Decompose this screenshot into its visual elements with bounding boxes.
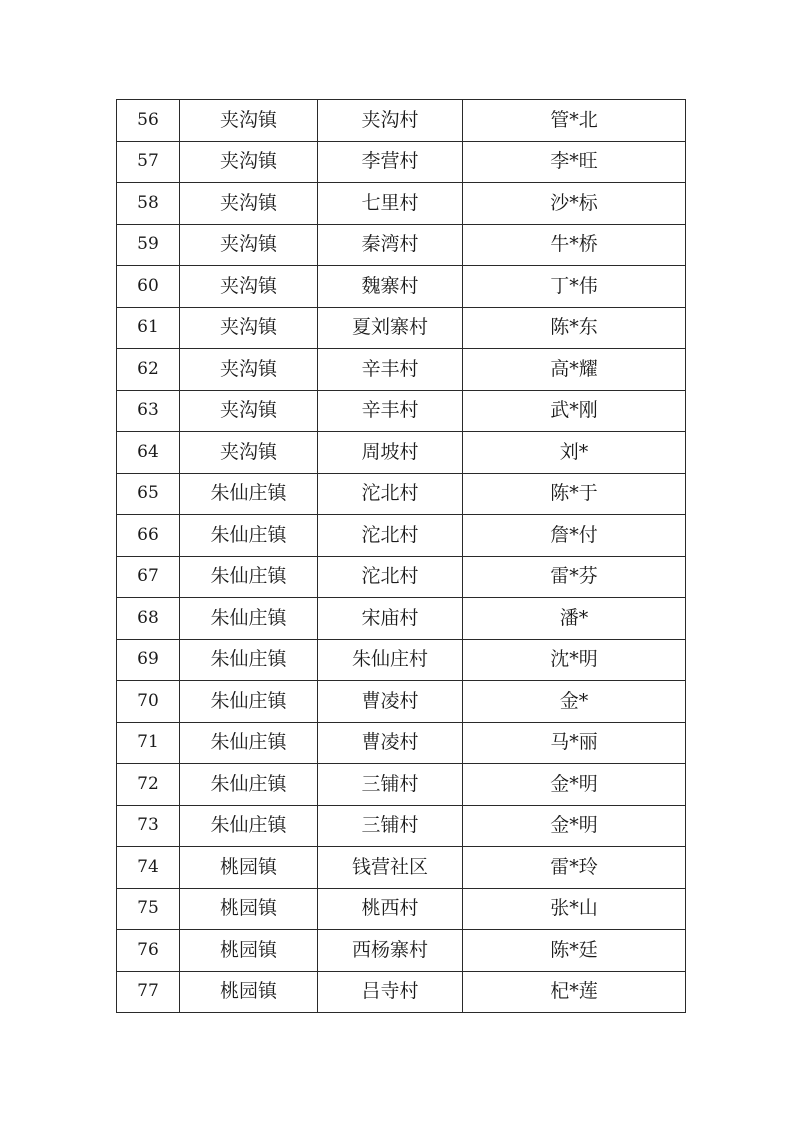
town-cell: 朱仙庄镇 [180, 805, 318, 847]
table-row [117, 183, 686, 225]
town-cell: 朱仙庄镇 [180, 681, 318, 723]
town-cell: 桃园镇 [180, 847, 318, 889]
village-cell: 辛丰村 [318, 390, 463, 432]
row-number-cell: 68 [117, 598, 180, 640]
row-number-cell: 74 [117, 847, 180, 889]
village-cell: 三铺村 [318, 764, 463, 806]
person-name-cell: 陈*廷 [463, 930, 686, 972]
village-cell: 曹凌村 [318, 722, 463, 764]
table-row [117, 100, 686, 142]
table-row [117, 805, 686, 847]
row-number-cell: 60 [117, 266, 180, 308]
row-number-cell: 57 [117, 141, 180, 183]
person-name-cell: 潘* [463, 598, 686, 640]
table-row [117, 515, 686, 557]
person-name-cell: 管*北 [463, 100, 686, 142]
table-row [117, 722, 686, 764]
village-cell: 秦湾村 [318, 224, 463, 266]
village-cell: 沱北村 [318, 556, 463, 598]
table-row [117, 681, 686, 723]
person-name-cell: 陈*于 [463, 473, 686, 515]
town-cell: 朱仙庄镇 [180, 598, 318, 640]
person-name-cell: 张*山 [463, 888, 686, 930]
town-cell: 夹沟镇 [180, 266, 318, 308]
town-cell: 朱仙庄镇 [180, 764, 318, 806]
row-number-cell: 61 [117, 307, 180, 349]
table-row [117, 349, 686, 391]
person-name-cell: 高*耀 [463, 349, 686, 391]
row-number-cell: 59 [117, 224, 180, 266]
table-row [117, 473, 686, 515]
row-number-cell: 70 [117, 681, 180, 723]
table-row [117, 390, 686, 432]
town-cell: 夹沟镇 [180, 100, 318, 142]
person-name-cell: 丁*伟 [463, 266, 686, 308]
roster-table-body [117, 100, 686, 1013]
person-name-cell: 陈*东 [463, 307, 686, 349]
town-cell: 朱仙庄镇 [180, 473, 318, 515]
town-cell: 夹沟镇 [180, 390, 318, 432]
village-cell: 李营村 [318, 141, 463, 183]
table-row [117, 639, 686, 681]
person-name-cell: 刘* [463, 432, 686, 474]
town-cell: 夹沟镇 [180, 307, 318, 349]
town-cell: 朱仙庄镇 [180, 639, 318, 681]
table-row [117, 141, 686, 183]
town-cell: 夹沟镇 [180, 141, 318, 183]
village-cell: 沱北村 [318, 515, 463, 557]
row-number-cell: 58 [117, 183, 180, 225]
table-row [117, 971, 686, 1013]
table-row [117, 556, 686, 598]
table-row [117, 764, 686, 806]
village-cell: 夏刘寨村 [318, 307, 463, 349]
village-cell: 周坡村 [318, 432, 463, 474]
person-name-cell: 武*刚 [463, 390, 686, 432]
row-number-cell: 73 [117, 805, 180, 847]
table-row [117, 598, 686, 640]
person-name-cell: 沈*明 [463, 639, 686, 681]
row-number-cell: 66 [117, 515, 180, 557]
town-cell: 夹沟镇 [180, 183, 318, 225]
row-number-cell: 71 [117, 722, 180, 764]
village-cell: 魏寨村 [318, 266, 463, 308]
town-cell: 桃园镇 [180, 930, 318, 972]
table-row [117, 888, 686, 930]
person-name-cell: 马*丽 [463, 722, 686, 764]
table-row [117, 266, 686, 308]
village-cell: 沱北村 [318, 473, 463, 515]
row-number-cell: 72 [117, 764, 180, 806]
town-cell: 夹沟镇 [180, 432, 318, 474]
village-cell: 朱仙庄村 [318, 639, 463, 681]
village-cell: 曹凌村 [318, 681, 463, 723]
person-name-cell: 金*明 [463, 764, 686, 806]
row-number-cell: 65 [117, 473, 180, 515]
roster-table-wrapper [116, 99, 685, 1013]
person-name-cell: 李*旺 [463, 141, 686, 183]
row-number-cell: 76 [117, 930, 180, 972]
village-cell: 桃西村 [318, 888, 463, 930]
person-name-cell: 金* [463, 681, 686, 723]
row-number-cell: 64 [117, 432, 180, 474]
village-cell: 西杨寨村 [318, 930, 463, 972]
village-cell: 宋庙村 [318, 598, 463, 640]
row-number-cell: 69 [117, 639, 180, 681]
village-cell: 七里村 [318, 183, 463, 225]
row-number-cell: 67 [117, 556, 180, 598]
town-cell: 朱仙庄镇 [180, 722, 318, 764]
village-cell: 吕寺村 [318, 971, 463, 1013]
person-name-cell: 沙*标 [463, 183, 686, 225]
town-cell: 朱仙庄镇 [180, 515, 318, 557]
town-cell: 桃园镇 [180, 888, 318, 930]
table-row [117, 930, 686, 972]
table-row [117, 847, 686, 889]
town-cell: 桃园镇 [180, 971, 318, 1013]
row-number-cell: 77 [117, 971, 180, 1013]
person-name-cell: 詹*付 [463, 515, 686, 557]
village-cell: 钱营社区 [318, 847, 463, 889]
roster-table [116, 99, 686, 1013]
person-name-cell: 雷*玲 [463, 847, 686, 889]
table-row [117, 307, 686, 349]
row-number-cell: 75 [117, 888, 180, 930]
town-cell: 朱仙庄镇 [180, 556, 318, 598]
person-name-cell: 牛*桥 [463, 224, 686, 266]
village-cell: 辛丰村 [318, 349, 463, 391]
row-number-cell: 63 [117, 390, 180, 432]
person-name-cell: 雷*芬 [463, 556, 686, 598]
village-cell: 夹沟村 [318, 100, 463, 142]
person-name-cell: 金*明 [463, 805, 686, 847]
row-number-cell: 62 [117, 349, 180, 391]
town-cell: 夹沟镇 [180, 224, 318, 266]
table-row [117, 432, 686, 474]
row-number-cell: 56 [117, 100, 180, 142]
village-cell: 三铺村 [318, 805, 463, 847]
table-row [117, 224, 686, 266]
town-cell: 夹沟镇 [180, 349, 318, 391]
person-name-cell: 杞*莲 [463, 971, 686, 1013]
